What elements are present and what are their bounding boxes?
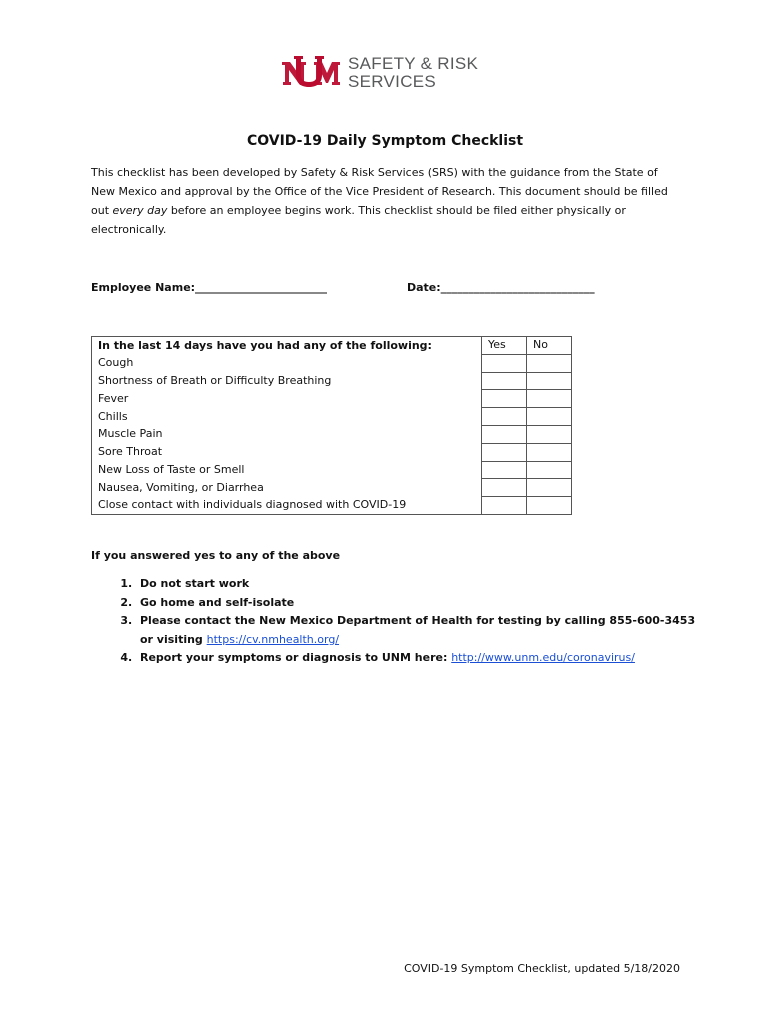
no-cell[interactable] xyxy=(527,425,572,443)
symptom-label: New Loss of Taste or Smell xyxy=(92,461,482,479)
yes-cell[interactable] xyxy=(482,461,527,479)
table-row xyxy=(92,372,572,390)
logo-line-2: SERVICES xyxy=(348,72,437,91)
table-row xyxy=(92,497,572,515)
page-title: COVID-19 Daily Symptom Checklist xyxy=(246,133,524,149)
yes-cell[interactable] xyxy=(482,443,527,461)
step-4 xyxy=(136,649,696,668)
symptom-label: Shortness of Breath or Difficulty Breathing xyxy=(92,372,482,390)
footer-text: COVID-19 Symptom Checklist, updated 5/18/2020 xyxy=(404,962,680,975)
logo-text xyxy=(348,55,478,91)
intro-paragraph xyxy=(91,163,681,239)
no-cell[interactable] xyxy=(527,390,572,408)
table-row xyxy=(92,425,572,443)
table-row xyxy=(92,461,572,479)
nmhealth-link[interactable]: https://cv.nmhealth.org/ xyxy=(206,632,340,646)
step-2: 2. Go home and self-isolate xyxy=(136,594,696,613)
yes-cell[interactable] xyxy=(482,372,527,390)
symptom-table xyxy=(91,336,572,515)
intro-text-2: before an employee begins work. This checklist should be filed either physically or electronically. xyxy=(91,204,626,236)
intro-text-1: This checklist has been developed by Safety & Risk Services (SRS) with the guidance from the State of New Mexico and approval by the Office of the Vice President of Research. This document should be filled out xyxy=(91,166,668,217)
yes-cell[interactable] xyxy=(482,425,527,443)
symptom-label: Cough xyxy=(92,354,482,372)
table-header-yes: Yes xyxy=(482,337,527,355)
symptom-label: Sore Throat xyxy=(92,443,482,461)
table-header-no: No xyxy=(527,337,572,355)
no-cell[interactable] xyxy=(527,479,572,497)
no-cell[interactable] xyxy=(527,443,572,461)
date-field[interactable]: Date:____________________________ xyxy=(407,281,595,294)
instructions-heading: If you answered yes to any of the above xyxy=(91,549,341,562)
unm-coronavirus-link[interactable]: http://www.unm.edu/coronavirus/ xyxy=(451,651,635,664)
yes-cell[interactable] xyxy=(482,497,527,515)
instructions-list xyxy=(91,575,696,668)
yes-cell[interactable] xyxy=(482,479,527,497)
yes-cell[interactable] xyxy=(482,354,527,372)
yes-cell[interactable] xyxy=(482,390,527,408)
yes-cell[interactable] xyxy=(482,408,527,426)
symptom-label: Nausea, Vomiting, or Diarrhea xyxy=(92,479,482,497)
symptom-label: Fever xyxy=(92,390,482,408)
table-row xyxy=(92,408,572,426)
unm-logo xyxy=(280,50,500,96)
step-3-text: Please contact the New Mexico Department of Health for testing by calling 855-600-3453 or visiting xyxy=(140,614,696,646)
no-cell[interactable] xyxy=(527,497,572,515)
table-row xyxy=(92,479,572,497)
intro-emphasis: every day xyxy=(112,204,168,217)
symptom-label: Chills xyxy=(92,408,482,426)
table-header-row xyxy=(92,337,572,355)
no-cell[interactable] xyxy=(527,372,572,390)
step-4-text: Report your symptoms or diagnosis to UNM here: xyxy=(140,651,452,664)
logo-line-1: SAFETY & RISK xyxy=(348,54,479,73)
no-cell[interactable] xyxy=(527,408,572,426)
table-row xyxy=(92,390,572,408)
employee-name-field[interactable]: Employee Name:________________________ xyxy=(91,281,328,294)
table-row xyxy=(92,354,572,372)
table-header-question: In the last 14 days have you had any of the following: xyxy=(92,337,482,355)
step-1: 1. Do not start work xyxy=(136,575,696,594)
no-cell[interactable] xyxy=(527,461,572,479)
step-3 xyxy=(136,612,696,649)
unm-logo-icon xyxy=(280,50,342,96)
table-row xyxy=(92,443,572,461)
no-cell[interactable] xyxy=(527,354,572,372)
symptom-label: Muscle Pain xyxy=(92,425,482,443)
symptom-label: Close contact with individuals diagnosed with COVID-19 xyxy=(92,497,482,515)
